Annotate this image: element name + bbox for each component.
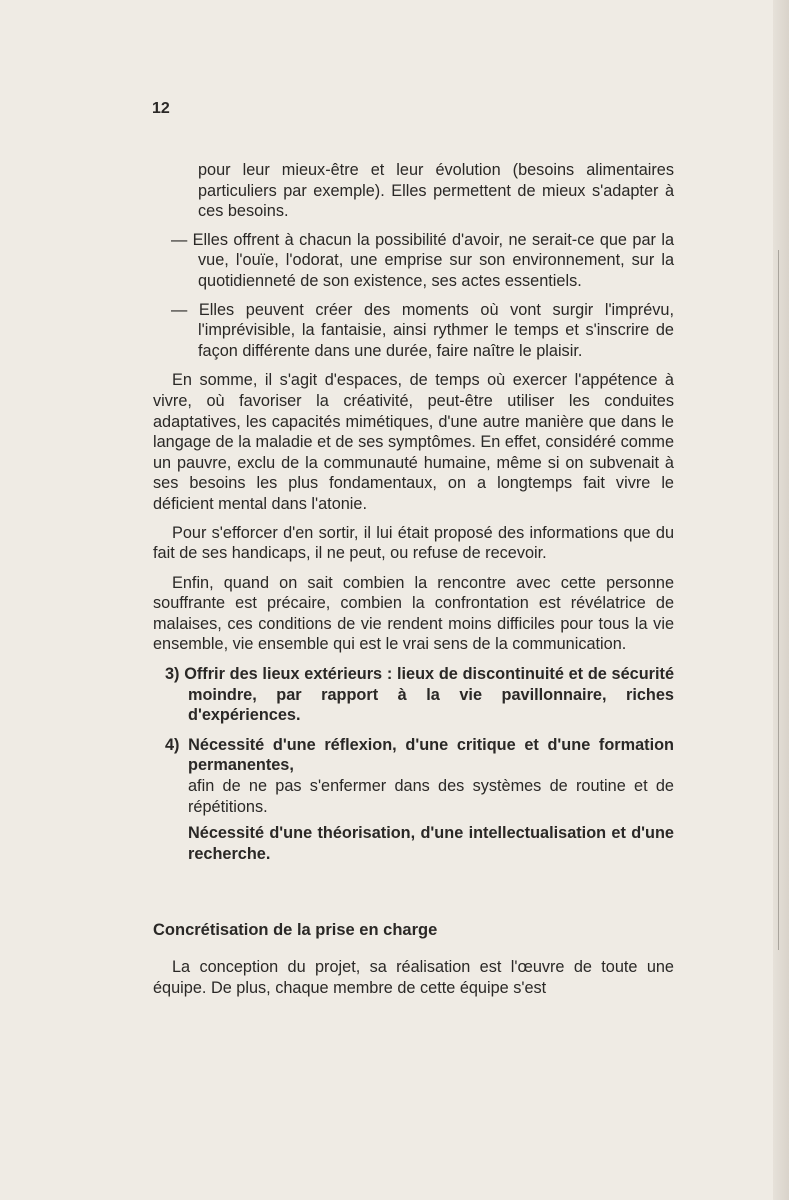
body-text (153, 160, 674, 998)
paragraph-4: En somme, il s'agit d'espaces, de temps où exercer l'appétence à vivre, où favoriser la créativité, peut-être utiliser les conduites adaptatives, les capacités mimétiques, d'une autre manière que dans le langage de la maladie et de ses symptômes. En effet, considéré comme un pauvre, exclu de la communauté humaine, même si on subvenait à ses besoins les plus fondamentaux, on a longtemps fait vivre le déficient mental dans l'atonie. (153, 371, 674, 513)
page-edge (773, 0, 789, 1200)
paragraph-5: Pour s'efforcer d'en sortir, il lui était proposé des informations que du fait de ses handicaps, il ne peut, ou refuse de recevoir. (153, 523, 674, 563)
list-item-4-bold: Nécessité d'une théorisation, d'une intellectualisation et d'une recherche. (188, 824, 674, 863)
paragraph-1: pour leur mieux-être et leur évolution (besoins alimentaires particuliers par exemple). Elles permettent de mieux s'adapter à ces besoins. (198, 161, 674, 221)
list-item-4-sub: afin de ne pas s'enfermer dans des systèmes de routine et de répétitions. (188, 777, 674, 816)
paragraph-6: Enfin, quand on sait combien la rencontre avec cette personne souffrante est précaire, combien la confrontation est révélatrice de malaises, ces conditions de vie rendent moins difficiles pour tous la vie ensemble, vie ensemble qui est le vrai sens de la communication. (153, 573, 674, 654)
list-item-3: 3) Offrir des lieux extérieurs : lieux de discontinuité et de sécurité moindre, par rapport à la vie pavillonnaire, riches d'expériences. (165, 665, 674, 725)
page-number: 12 (152, 100, 170, 117)
page-edge-line (778, 250, 779, 950)
section-heading: Concrétisation de la prise en charge (153, 921, 438, 940)
paragraph-7: La conception du projet, sa réalisation est l'œuvre de toute une équipe. De plus, chaque membre de cette équipe s'est (153, 958, 674, 997)
paragraph-3: — Elles peuvent créer des moments où vont surgir l'imprévu, l'imprévisible, la fantaisie, ainsi rythmer le temps et s'inscrire de façon différente dans une durée, faire naître le plaisir. (171, 300, 674, 360)
list-item-4: 4) Nécessité d'une réflexion, d'une critique et d'une formation permanentes, (165, 735, 674, 775)
paragraph-2: — Elles offrent à chacun la possibilité d'avoir, ne serait-ce que par la vue, l'ouïe, l'odorat, une emprise sur son environnement, sur la quotidienneté de son existence, ses actes essentiels. (171, 230, 674, 290)
